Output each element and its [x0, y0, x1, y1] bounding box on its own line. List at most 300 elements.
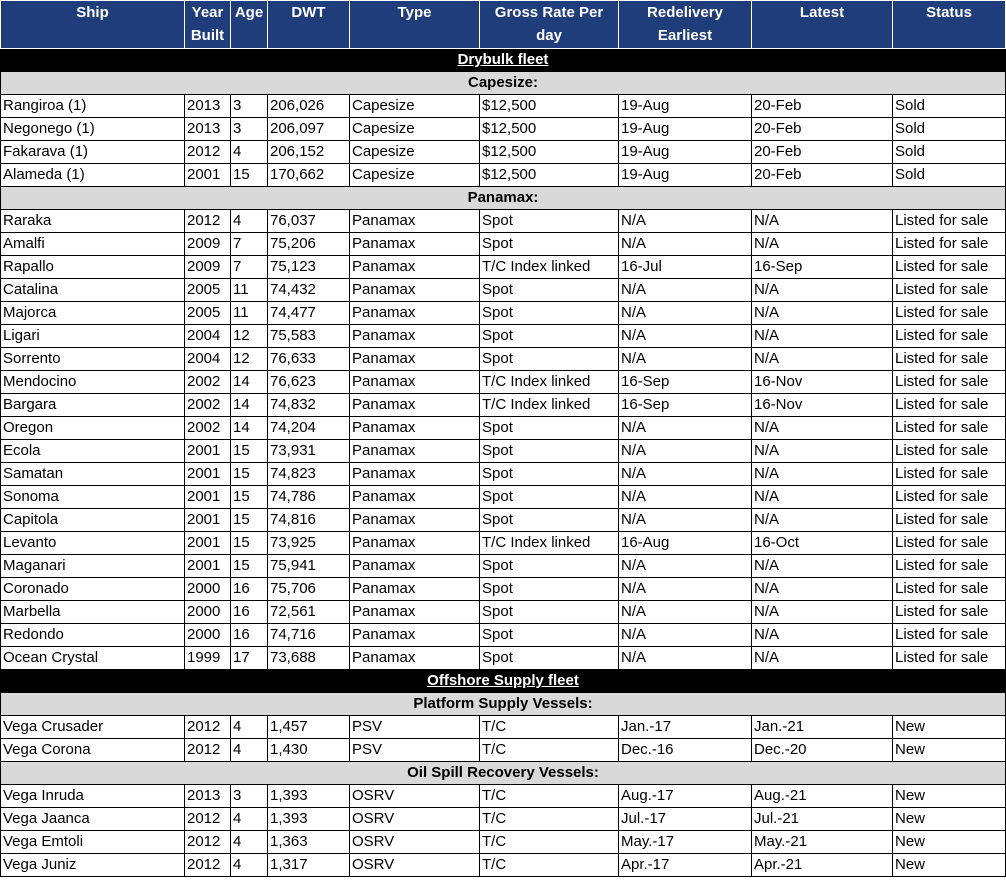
- cell-gross-rate: T/C Index linked: [480, 532, 619, 555]
- cell-year-built: 2001: [185, 555, 231, 578]
- cell-latest: 20-Feb: [752, 95, 893, 118]
- cell-redelivery-earliest: N/A: [619, 486, 752, 509]
- table-row: [1, 417, 1006, 440]
- cell-dwt: 170,662: [268, 164, 350, 187]
- cell-age: 12: [231, 348, 268, 371]
- table-row: [1, 647, 1006, 670]
- cell-latest: May.-21: [752, 831, 893, 854]
- cell-status: Listed for sale: [893, 325, 1006, 348]
- header-gross-rate: Gross Rate Per day: [480, 1, 619, 49]
- cell-dwt: 74,204: [268, 417, 350, 440]
- cell-status: Listed for sale: [893, 555, 1006, 578]
- vessel-group-title: Panamax:: [1, 187, 1006, 210]
- cell-age: 4: [231, 854, 268, 877]
- vessel-group-title: Capesize:: [1, 72, 1006, 95]
- cell-latest: N/A: [752, 624, 893, 647]
- cell-age: 3: [231, 785, 268, 808]
- cell-ship: Sonoma: [1, 486, 185, 509]
- cell-type: Panamax: [350, 417, 480, 440]
- cell-dwt: 76,037: [268, 210, 350, 233]
- cell-dwt: 75,583: [268, 325, 350, 348]
- cell-redelivery-earliest: Apr.-17: [619, 854, 752, 877]
- cell-ship: Vega Emtoli: [1, 831, 185, 854]
- cell-type: Capesize: [350, 118, 480, 141]
- cell-type: Panamax: [350, 486, 480, 509]
- cell-redelivery-earliest: N/A: [619, 647, 752, 670]
- cell-year-built: 2012: [185, 739, 231, 762]
- cell-ship: Rapallo: [1, 256, 185, 279]
- cell-dwt: 206,152: [268, 141, 350, 164]
- table-row: [1, 279, 1006, 302]
- cell-gross-rate: $12,500: [480, 164, 619, 187]
- cell-redelivery-earliest: Aug.-17: [619, 785, 752, 808]
- cell-year-built: 2013: [185, 95, 231, 118]
- cell-ship: Vega Juniz: [1, 854, 185, 877]
- cell-redelivery-earliest: 19-Aug: [619, 164, 752, 187]
- header-ship: Ship: [1, 1, 185, 49]
- cell-year-built: 2012: [185, 831, 231, 854]
- cell-gross-rate: T/C: [480, 808, 619, 831]
- cell-year-built: 2000: [185, 601, 231, 624]
- cell-age: 15: [231, 164, 268, 187]
- cell-dwt: 74,816: [268, 509, 350, 532]
- cell-latest: N/A: [752, 210, 893, 233]
- cell-age: 7: [231, 233, 268, 256]
- cell-redelivery-earliest: N/A: [619, 233, 752, 256]
- cell-status: Sold: [893, 95, 1006, 118]
- cell-year-built: 2002: [185, 371, 231, 394]
- table-row: [1, 624, 1006, 647]
- cell-type: OSRV: [350, 785, 480, 808]
- table-row: [1, 509, 1006, 532]
- cell-dwt: 74,823: [268, 463, 350, 486]
- fleet-section-title: Offshore Supply fleet: [1, 670, 1006, 693]
- header-dwt: DWT: [268, 1, 350, 49]
- cell-dwt: 74,832: [268, 394, 350, 417]
- cell-gross-rate: Spot: [480, 279, 619, 302]
- cell-status: Sold: [893, 141, 1006, 164]
- cell-latest: N/A: [752, 578, 893, 601]
- cell-status: Sold: [893, 164, 1006, 187]
- cell-dwt: 72,561: [268, 601, 350, 624]
- cell-age: 7: [231, 256, 268, 279]
- cell-latest: Jan.-21: [752, 716, 893, 739]
- cell-status: Sold: [893, 118, 1006, 141]
- cell-dwt: 75,123: [268, 256, 350, 279]
- cell-type: Panamax: [350, 348, 480, 371]
- header-status: Status: [893, 1, 1006, 49]
- cell-dwt: 74,786: [268, 486, 350, 509]
- table-row: [1, 739, 1006, 762]
- cell-age: 15: [231, 555, 268, 578]
- cell-year-built: 2001: [185, 486, 231, 509]
- header-age: Age: [231, 1, 268, 49]
- cell-latest: Jul.-21: [752, 808, 893, 831]
- cell-age: 12: [231, 325, 268, 348]
- cell-type: Panamax: [350, 302, 480, 325]
- cell-redelivery-earliest: N/A: [619, 210, 752, 233]
- cell-gross-rate: Spot: [480, 302, 619, 325]
- cell-age: 15: [231, 463, 268, 486]
- cell-latest: N/A: [752, 302, 893, 325]
- cell-ship: Bargara: [1, 394, 185, 417]
- table-row: [1, 785, 1006, 808]
- cell-latest: 16-Nov: [752, 371, 893, 394]
- cell-type: Capesize: [350, 141, 480, 164]
- cell-type: Panamax: [350, 578, 480, 601]
- cell-ship: Oregon: [1, 417, 185, 440]
- cell-status: Listed for sale: [893, 463, 1006, 486]
- cell-ship: Amalfi: [1, 233, 185, 256]
- cell-type: Panamax: [350, 279, 480, 302]
- cell-latest: 20-Feb: [752, 141, 893, 164]
- table-row: [1, 348, 1006, 371]
- cell-age: 14: [231, 417, 268, 440]
- cell-year-built: 2002: [185, 417, 231, 440]
- cell-type: Capesize: [350, 164, 480, 187]
- cell-gross-rate: T/C: [480, 739, 619, 762]
- cell-type: OSRV: [350, 808, 480, 831]
- cell-redelivery-earliest: N/A: [619, 302, 752, 325]
- cell-latest: Aug.-21: [752, 785, 893, 808]
- table-row: [1, 463, 1006, 486]
- cell-redelivery-earliest: N/A: [619, 555, 752, 578]
- table-row: [1, 831, 1006, 854]
- cell-latest: N/A: [752, 509, 893, 532]
- cell-year-built: 2012: [185, 854, 231, 877]
- cell-dwt: 75,941: [268, 555, 350, 578]
- cell-type: Panamax: [350, 440, 480, 463]
- cell-year-built: 2005: [185, 302, 231, 325]
- cell-status: Listed for sale: [893, 348, 1006, 371]
- cell-year-built: 2001: [185, 164, 231, 187]
- cell-redelivery-earliest: N/A: [619, 325, 752, 348]
- cell-gross-rate: $12,500: [480, 95, 619, 118]
- cell-redelivery-earliest: N/A: [619, 348, 752, 371]
- vessel-group-title: Platform Supply Vessels:: [1, 693, 1006, 716]
- cell-latest: N/A: [752, 279, 893, 302]
- cell-status: Listed for sale: [893, 256, 1006, 279]
- table-row: [1, 394, 1006, 417]
- table-row: [1, 486, 1006, 509]
- cell-type: Panamax: [350, 647, 480, 670]
- cell-dwt: 76,623: [268, 371, 350, 394]
- cell-status: Listed for sale: [893, 279, 1006, 302]
- cell-year-built: 2001: [185, 440, 231, 463]
- cell-status: Listed for sale: [893, 647, 1006, 670]
- cell-gross-rate: Spot: [480, 417, 619, 440]
- cell-redelivery-earliest: N/A: [619, 463, 752, 486]
- cell-status: New: [893, 716, 1006, 739]
- cell-dwt: 75,206: [268, 233, 350, 256]
- vessel-group-row: [1, 187, 1006, 210]
- cell-ship: Redondo: [1, 624, 185, 647]
- cell-ship: Mendocino: [1, 371, 185, 394]
- cell-dwt: 74,716: [268, 624, 350, 647]
- cell-ship: Samatan: [1, 463, 185, 486]
- table-body: [1, 49, 1006, 877]
- cell-gross-rate: Spot: [480, 624, 619, 647]
- cell-latest: 16-Sep: [752, 256, 893, 279]
- cell-age: 16: [231, 601, 268, 624]
- cell-year-built: 2005: [185, 279, 231, 302]
- cell-type: PSV: [350, 716, 480, 739]
- cell-redelivery-earliest: N/A: [619, 509, 752, 532]
- cell-ship: Maganari: [1, 555, 185, 578]
- cell-dwt: 1,317: [268, 854, 350, 877]
- cell-redelivery-earliest: May.-17: [619, 831, 752, 854]
- cell-type: Panamax: [350, 601, 480, 624]
- cell-type: OSRV: [350, 854, 480, 877]
- cell-redelivery-earliest: Dec.-16: [619, 739, 752, 762]
- cell-ship: Raraka: [1, 210, 185, 233]
- cell-ship: Ligari: [1, 325, 185, 348]
- cell-status: New: [893, 785, 1006, 808]
- cell-gross-rate: Spot: [480, 325, 619, 348]
- cell-gross-rate: Spot: [480, 509, 619, 532]
- cell-ship: Vega Inruda: [1, 785, 185, 808]
- cell-year-built: 2012: [185, 210, 231, 233]
- cell-gross-rate: T/C: [480, 785, 619, 808]
- cell-latest: N/A: [752, 463, 893, 486]
- header-row: [1, 1, 1006, 49]
- cell-redelivery-earliest: 19-Aug: [619, 118, 752, 141]
- cell-gross-rate: Spot: [480, 486, 619, 509]
- cell-year-built: 2000: [185, 624, 231, 647]
- cell-gross-rate: Spot: [480, 210, 619, 233]
- cell-latest: N/A: [752, 647, 893, 670]
- cell-ship: Marbella: [1, 601, 185, 624]
- cell-dwt: 206,026: [268, 95, 350, 118]
- cell-status: Listed for sale: [893, 601, 1006, 624]
- cell-ship: Rangiroa (1): [1, 95, 185, 118]
- cell-status: Listed for sale: [893, 578, 1006, 601]
- cell-dwt: 1,393: [268, 808, 350, 831]
- cell-year-built: 2012: [185, 716, 231, 739]
- table-row: [1, 233, 1006, 256]
- cell-latest: N/A: [752, 440, 893, 463]
- cell-age: 3: [231, 118, 268, 141]
- table-row: [1, 118, 1006, 141]
- cell-year-built: 2000: [185, 578, 231, 601]
- cell-year-built: 2004: [185, 348, 231, 371]
- cell-dwt: 1,457: [268, 716, 350, 739]
- cell-age: 15: [231, 532, 268, 555]
- cell-age: 4: [231, 739, 268, 762]
- cell-year-built: 1999: [185, 647, 231, 670]
- cell-age: 14: [231, 371, 268, 394]
- cell-latest: N/A: [752, 233, 893, 256]
- cell-gross-rate: Spot: [480, 440, 619, 463]
- cell-age: 4: [231, 210, 268, 233]
- cell-gross-rate: T/C Index linked: [480, 394, 619, 417]
- cell-latest: N/A: [752, 601, 893, 624]
- table-row: [1, 95, 1006, 118]
- cell-gross-rate: Spot: [480, 601, 619, 624]
- cell-type: Panamax: [350, 509, 480, 532]
- cell-latest: N/A: [752, 555, 893, 578]
- cell-type: PSV: [350, 739, 480, 762]
- cell-dwt: 74,477: [268, 302, 350, 325]
- cell-gross-rate: Spot: [480, 233, 619, 256]
- cell-dwt: 76,633: [268, 348, 350, 371]
- cell-type: Panamax: [350, 463, 480, 486]
- cell-latest: 20-Feb: [752, 118, 893, 141]
- fleet-section-row: [1, 49, 1006, 72]
- table-row: [1, 325, 1006, 348]
- cell-status: Listed for sale: [893, 509, 1006, 532]
- cell-gross-rate: Spot: [480, 647, 619, 670]
- cell-ship: Vega Crusader: [1, 716, 185, 739]
- table-row: [1, 601, 1006, 624]
- cell-status: Listed for sale: [893, 440, 1006, 463]
- cell-dwt: 206,097: [268, 118, 350, 141]
- cell-age: 15: [231, 509, 268, 532]
- table-row: [1, 578, 1006, 601]
- table-row: [1, 210, 1006, 233]
- cell-age: 16: [231, 578, 268, 601]
- cell-redelivery-earliest: N/A: [619, 624, 752, 647]
- cell-year-built: 2001: [185, 509, 231, 532]
- vessel-group-row: [1, 72, 1006, 95]
- cell-redelivery-earliest: N/A: [619, 440, 752, 463]
- cell-gross-rate: Spot: [480, 555, 619, 578]
- cell-type: Panamax: [350, 210, 480, 233]
- cell-status: Listed for sale: [893, 624, 1006, 647]
- table-row: [1, 302, 1006, 325]
- table-row: [1, 532, 1006, 555]
- cell-dwt: 73,688: [268, 647, 350, 670]
- cell-status: Listed for sale: [893, 210, 1006, 233]
- cell-redelivery-earliest: 19-Aug: [619, 95, 752, 118]
- cell-age: 16: [231, 624, 268, 647]
- cell-status: Listed for sale: [893, 532, 1006, 555]
- cell-year-built: 2012: [185, 808, 231, 831]
- cell-year-built: 2009: [185, 256, 231, 279]
- fleet-section-row: [1, 670, 1006, 693]
- cell-dwt: 1,393: [268, 785, 350, 808]
- cell-gross-rate: T/C: [480, 716, 619, 739]
- cell-type: Panamax: [350, 555, 480, 578]
- cell-redelivery-earliest: N/A: [619, 578, 752, 601]
- table-row: [1, 854, 1006, 877]
- cell-gross-rate: Spot: [480, 463, 619, 486]
- cell-type: OSRV: [350, 831, 480, 854]
- cell-year-built: 2001: [185, 463, 231, 486]
- cell-year-built: 2004: [185, 325, 231, 348]
- cell-ship: Alameda (1): [1, 164, 185, 187]
- cell-redelivery-earliest: 16-Sep: [619, 394, 752, 417]
- vessel-group-row: [1, 693, 1006, 716]
- cell-latest: Dec.-20: [752, 739, 893, 762]
- cell-year-built: 2012: [185, 141, 231, 164]
- cell-ship: Catalina: [1, 279, 185, 302]
- cell-ship: Ocean Crystal: [1, 647, 185, 670]
- cell-year-built: 2013: [185, 785, 231, 808]
- cell-gross-rate: Spot: [480, 578, 619, 601]
- cell-redelivery-earliest: 19-Aug: [619, 141, 752, 164]
- cell-ship: Capitola: [1, 509, 185, 532]
- cell-age: 14: [231, 394, 268, 417]
- cell-latest: N/A: [752, 486, 893, 509]
- cell-dwt: 73,931: [268, 440, 350, 463]
- cell-latest: Apr.-21: [752, 854, 893, 877]
- table-row: [1, 555, 1006, 578]
- table-row: [1, 164, 1006, 187]
- cell-type: Panamax: [350, 394, 480, 417]
- header-type: Type: [350, 1, 480, 49]
- cell-type: Panamax: [350, 233, 480, 256]
- cell-latest: 16-Nov: [752, 394, 893, 417]
- cell-age: 15: [231, 486, 268, 509]
- cell-age: 17: [231, 647, 268, 670]
- header-redelivery-earliest: Redelivery Earliest: [619, 1, 752, 49]
- table-row: [1, 440, 1006, 463]
- cell-dwt: 1,363: [268, 831, 350, 854]
- table-row: [1, 141, 1006, 164]
- cell-latest: N/A: [752, 325, 893, 348]
- cell-year-built: 2009: [185, 233, 231, 256]
- cell-status: New: [893, 808, 1006, 831]
- cell-gross-rate: T/C: [480, 831, 619, 854]
- cell-age: 3: [231, 95, 268, 118]
- vessel-group-title: Oil Spill Recovery Vessels:: [1, 762, 1006, 785]
- cell-latest: N/A: [752, 348, 893, 371]
- cell-ship: Ecola: [1, 440, 185, 463]
- table-row: [1, 716, 1006, 739]
- cell-ship: Negonego (1): [1, 118, 185, 141]
- cell-age: 11: [231, 279, 268, 302]
- cell-age: 4: [231, 141, 268, 164]
- cell-gross-rate: $12,500: [480, 118, 619, 141]
- cell-status: Listed for sale: [893, 371, 1006, 394]
- cell-age: 4: [231, 716, 268, 739]
- cell-gross-rate: $12,500: [480, 141, 619, 164]
- cell-status: New: [893, 854, 1006, 877]
- cell-dwt: 74,432: [268, 279, 350, 302]
- cell-status: Listed for sale: [893, 302, 1006, 325]
- cell-latest: 16-Oct: [752, 532, 893, 555]
- cell-ship: Fakarava (1): [1, 141, 185, 164]
- cell-gross-rate: T/C: [480, 854, 619, 877]
- cell-status: New: [893, 831, 1006, 854]
- cell-dwt: 75,706: [268, 578, 350, 601]
- cell-redelivery-earliest: Jan.-17: [619, 716, 752, 739]
- vessel-group-row: [1, 762, 1006, 785]
- cell-gross-rate: T/C Index linked: [480, 371, 619, 394]
- cell-type: Capesize: [350, 95, 480, 118]
- cell-gross-rate: Spot: [480, 348, 619, 371]
- cell-ship: Sorrento: [1, 348, 185, 371]
- table-row: [1, 808, 1006, 831]
- table-row: [1, 371, 1006, 394]
- cell-type: Panamax: [350, 624, 480, 647]
- cell-year-built: 2001: [185, 532, 231, 555]
- header-latest: Latest: [752, 1, 893, 49]
- cell-redelivery-earliest: 16-Aug: [619, 532, 752, 555]
- cell-age: 11: [231, 302, 268, 325]
- cell-gross-rate: T/C Index linked: [480, 256, 619, 279]
- cell-age: 15: [231, 440, 268, 463]
- cell-redelivery-earliest: N/A: [619, 279, 752, 302]
- cell-redelivery-earliest: 16-Jul: [619, 256, 752, 279]
- cell-status: Listed for sale: [893, 394, 1006, 417]
- cell-ship: Coronado: [1, 578, 185, 601]
- cell-type: Panamax: [350, 532, 480, 555]
- cell-type: Panamax: [350, 256, 480, 279]
- table-row: [1, 256, 1006, 279]
- cell-year-built: 2002: [185, 394, 231, 417]
